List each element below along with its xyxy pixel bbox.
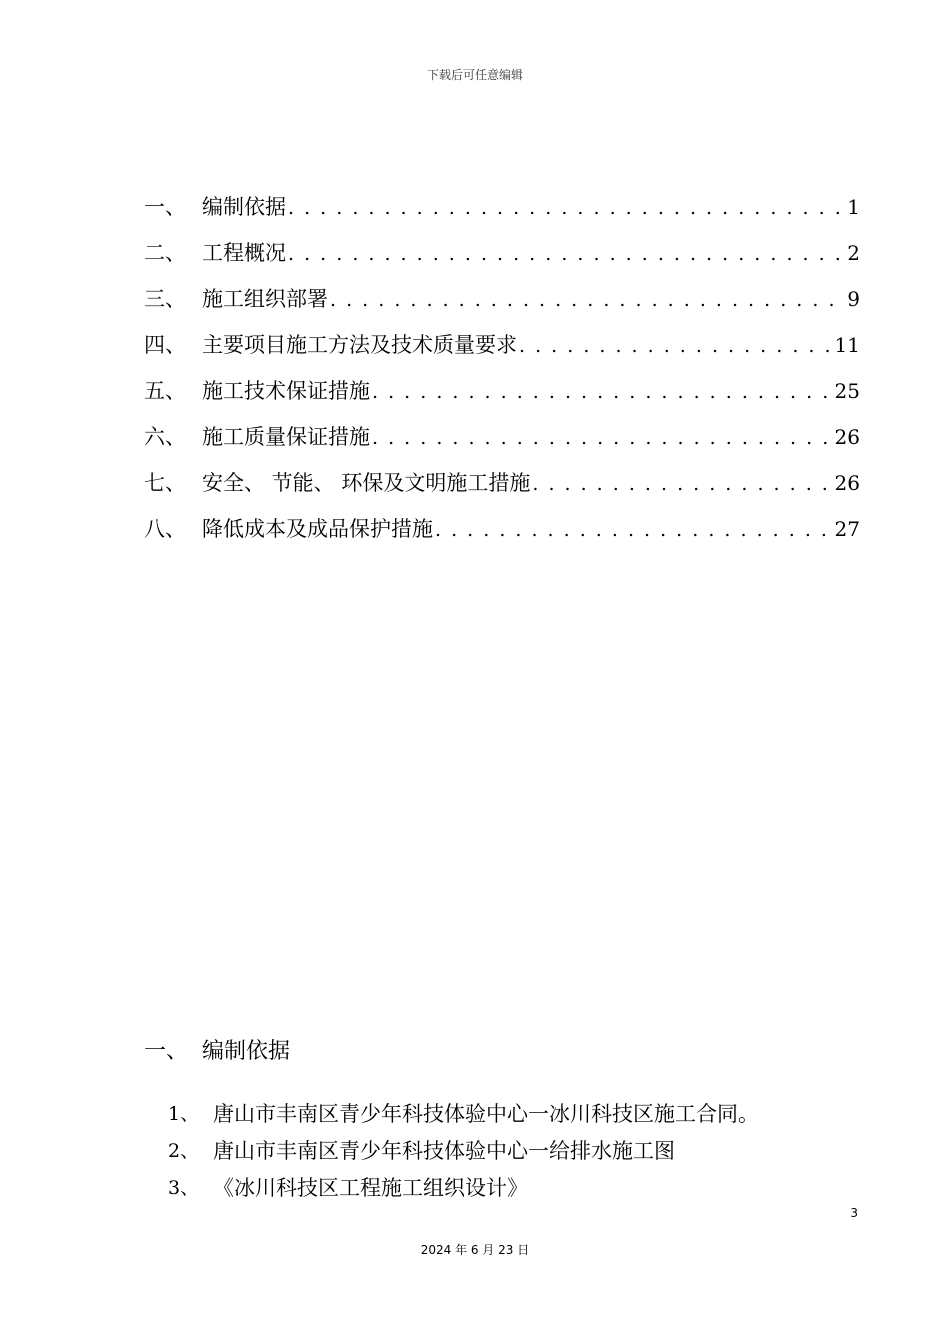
toc-entry-page: 2	[847, 241, 860, 265]
toc-entry-page: 26	[834, 425, 860, 449]
list-item-number: 2、	[168, 1140, 200, 1162]
list-item	[168, 1170, 759, 1207]
toc-entry-page: 1	[847, 195, 860, 219]
list-item-number: 1、	[168, 1103, 200, 1125]
toc-entry[interactable]	[144, 190, 860, 236]
list-item-text: 唐山市丰南区青少年科技体验中心一给排水施工图	[213, 1139, 675, 1163]
toc-entry-page: 9	[847, 287, 860, 311]
toc-entry-page: 26	[834, 471, 860, 495]
toc-entry-number: 四、	[144, 333, 186, 357]
toc-entry-number: 七、	[144, 471, 186, 495]
toc-leader-dots	[532, 467, 832, 501]
section-title: 编制依据	[202, 1039, 291, 1064]
toc-entry-title: 降低成本及成品保护措施	[202, 517, 433, 541]
toc-entry-title: 主要项目施工方法及技术质量要求	[202, 333, 517, 357]
toc-entry-title: 施工技术保证措施	[202, 379, 370, 403]
toc-leader-dots	[519, 329, 833, 363]
toc-leader-dots	[435, 513, 833, 547]
toc-entry-number: 二、	[144, 241, 186, 265]
toc-entry[interactable]	[144, 420, 860, 466]
toc-entry[interactable]	[144, 328, 860, 374]
toc-leader-dots	[372, 421, 833, 455]
toc-entry-page: 11	[834, 333, 860, 357]
toc-leader-dots	[288, 237, 845, 271]
toc-entry-number: 五、	[144, 379, 186, 403]
section-number: 一、	[144, 1039, 189, 1064]
basis-list	[168, 1096, 759, 1207]
toc-entry-number: 一、	[144, 195, 186, 219]
toc-entry-number: 三、	[144, 287, 186, 311]
toc-leader-dots	[330, 283, 845, 317]
toc-entry-number: 六、	[144, 425, 186, 449]
toc-entry-page: 25	[834, 379, 860, 403]
toc-entry-page: 27	[834, 517, 860, 541]
toc-entry-title: 施工质量保证措施	[202, 425, 370, 449]
section-heading	[144, 1034, 290, 1065]
toc-entry[interactable]	[144, 512, 860, 558]
toc-entry-title: 编制依据	[202, 195, 286, 219]
toc-entry[interactable]	[144, 374, 860, 420]
toc-entry-title: 安全、 节能、 环保及文明施工措施	[202, 471, 531, 495]
toc-entry-number: 八、	[144, 517, 186, 541]
list-item	[168, 1096, 759, 1133]
list-item-text: 唐山市丰南区青少年科技体验中心一冰川科技区施工合同。	[213, 1102, 759, 1126]
toc-entry[interactable]	[144, 282, 860, 328]
list-item	[168, 1133, 759, 1170]
toc-entry[interactable]	[144, 466, 860, 512]
list-item-number: 3、	[168, 1177, 200, 1199]
toc-entry-title: 工程概况	[202, 241, 286, 265]
toc-leader-dots	[288, 191, 845, 225]
page-header: 下载后可任意编辑	[426, 68, 523, 82]
toc-entry-title: 施工组织部署	[202, 287, 328, 311]
list-item-text: 《冰川科技区工程施工组织设计》	[213, 1176, 528, 1200]
toc-leader-dots	[372, 375, 833, 409]
toc-entry[interactable]	[144, 236, 860, 282]
page-footer-date: 2024 年 6 月 23 日	[420, 1243, 530, 1257]
table-of-contents	[144, 190, 860, 558]
page-number: 3	[850, 1206, 858, 1220]
